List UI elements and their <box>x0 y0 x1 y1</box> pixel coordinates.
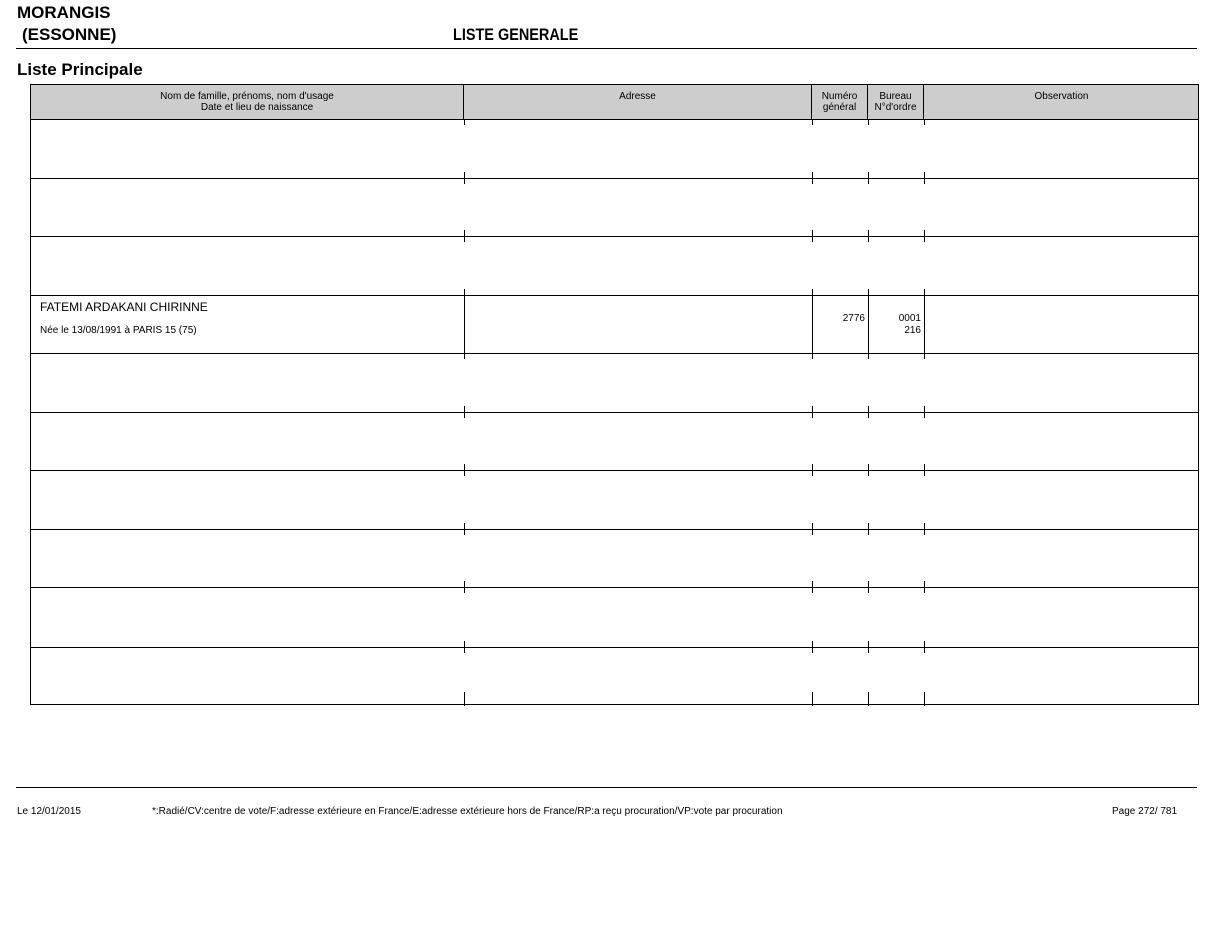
column-header <box>924 85 1199 119</box>
column-tick <box>924 120 925 125</box>
column-header-line1: Bureau <box>879 91 912 102</box>
column-tick <box>924 648 925 653</box>
document-title: LISTE GENERALE <box>453 25 579 44</box>
column-tick <box>464 581 465 587</box>
column-tick <box>464 237 465 242</box>
column-header <box>868 85 924 119</box>
column-tick <box>868 588 869 593</box>
column-header-line1: Numéro <box>821 91 858 102</box>
column-tick <box>924 464 925 470</box>
column-tick <box>924 588 925 593</box>
column-tick <box>812 179 813 184</box>
column-tick <box>924 237 925 242</box>
column-tick <box>868 530 869 535</box>
column-tick <box>924 530 925 535</box>
column-tick <box>868 120 869 125</box>
column-tick <box>812 289 813 295</box>
column-header <box>812 85 868 119</box>
column-tick <box>464 648 465 653</box>
column-tick <box>464 530 465 535</box>
column-tick <box>868 692 869 706</box>
column-tick <box>868 581 869 587</box>
column-tick <box>868 354 869 359</box>
column-tick <box>464 354 465 359</box>
column-tick <box>812 172 813 178</box>
column-tick <box>924 172 925 178</box>
column-tick <box>924 230 925 236</box>
table-header <box>31 85 1198 120</box>
column-header <box>464 85 812 119</box>
empty-table-row <box>31 413 1198 471</box>
column-header <box>31 85 464 119</box>
column-tick <box>868 230 869 236</box>
column-tick <box>812 406 813 412</box>
list-subtitle: Liste Principale <box>17 60 143 79</box>
column-tick <box>812 120 813 125</box>
column-tick <box>812 413 813 418</box>
column-tick <box>868 471 869 476</box>
empty-table-row <box>31 588 1198 648</box>
column-tick <box>464 413 465 418</box>
page-number: Page 272/ 781 <box>1112 806 1178 817</box>
column-divider <box>464 296 465 354</box>
column-tick <box>464 523 465 529</box>
column-tick <box>924 471 925 476</box>
column-divider <box>924 296 925 354</box>
column-tick <box>812 354 813 359</box>
department-name: (ESSONNE) <box>22 25 117 44</box>
column-tick <box>924 289 925 295</box>
column-header-line1: Adresse <box>619 91 656 102</box>
column-tick <box>464 588 465 593</box>
empty-table-row <box>31 530 1198 588</box>
column-tick <box>464 172 465 178</box>
column-tick <box>868 523 869 529</box>
empty-table-row <box>31 179 1198 237</box>
column-tick <box>924 523 925 529</box>
empty-table-row <box>31 471 1198 530</box>
column-tick <box>868 179 869 184</box>
column-tick <box>924 354 925 359</box>
column-tick <box>464 179 465 184</box>
legend-text: *:Radié/CV:centre de vote/F:adresse extérieure en France/E:adresse extérieure hors de France/RP:a reçu procuration/VP:vote par procuration <box>152 806 783 817</box>
column-header-line2: N°d'ordre <box>874 102 917 113</box>
column-tick <box>464 692 465 706</box>
column-tick <box>812 230 813 236</box>
column-tick <box>924 581 925 587</box>
column-tick <box>464 120 465 125</box>
empty-table-row <box>31 120 1198 179</box>
bureau-number: 0001 <box>898 313 921 324</box>
column-tick <box>868 172 869 178</box>
column-tick <box>812 471 813 476</box>
column-header-line1: Observation <box>1034 91 1089 102</box>
voter-table <box>30 84 1199 705</box>
empty-table-row <box>31 648 1198 706</box>
order-number: 216 <box>904 325 921 336</box>
city-name: MORANGIS <box>17 3 111 22</box>
column-tick <box>924 692 925 706</box>
column-tick <box>812 530 813 535</box>
voter-birth: Née le 13/08/1991 à PARIS 15 (75) <box>40 325 197 336</box>
header-divider <box>16 48 1197 49</box>
column-header-line2: Date et lieu de naissance <box>200 102 314 113</box>
column-tick <box>868 406 869 412</box>
empty-table-row <box>31 354 1198 413</box>
column-tick <box>464 471 465 476</box>
table-row <box>31 296 1198 354</box>
numero-general: 2776 <box>842 313 865 324</box>
column-header-line2: général <box>822 102 857 113</box>
column-tick <box>924 179 925 184</box>
empty-table-row <box>31 237 1198 296</box>
column-tick <box>868 413 869 418</box>
column-tick <box>812 641 813 647</box>
column-tick <box>868 641 869 647</box>
column-tick <box>868 648 869 653</box>
column-tick <box>464 289 465 295</box>
column-tick <box>868 289 869 295</box>
column-divider <box>812 296 813 354</box>
column-tick <box>464 406 465 412</box>
column-tick <box>924 641 925 647</box>
column-tick <box>868 237 869 242</box>
column-tick <box>464 641 465 647</box>
column-tick <box>812 692 813 706</box>
column-tick <box>924 413 925 418</box>
column-tick <box>812 648 813 653</box>
column-tick <box>868 464 869 470</box>
column-tick <box>464 464 465 470</box>
column-tick <box>812 464 813 470</box>
column-tick <box>924 406 925 412</box>
print-date: Le 12/01/2015 <box>17 806 81 817</box>
column-tick <box>812 581 813 587</box>
column-tick <box>812 588 813 593</box>
footer-divider <box>16 787 1197 788</box>
column-tick <box>812 523 813 529</box>
column-tick <box>812 237 813 242</box>
column-tick <box>464 230 465 236</box>
voter-name: FATEMI ARDAKANI CHIRINNE <box>40 300 208 314</box>
column-header-line1: Nom de famille, prénoms, nom d'usage <box>160 91 334 102</box>
